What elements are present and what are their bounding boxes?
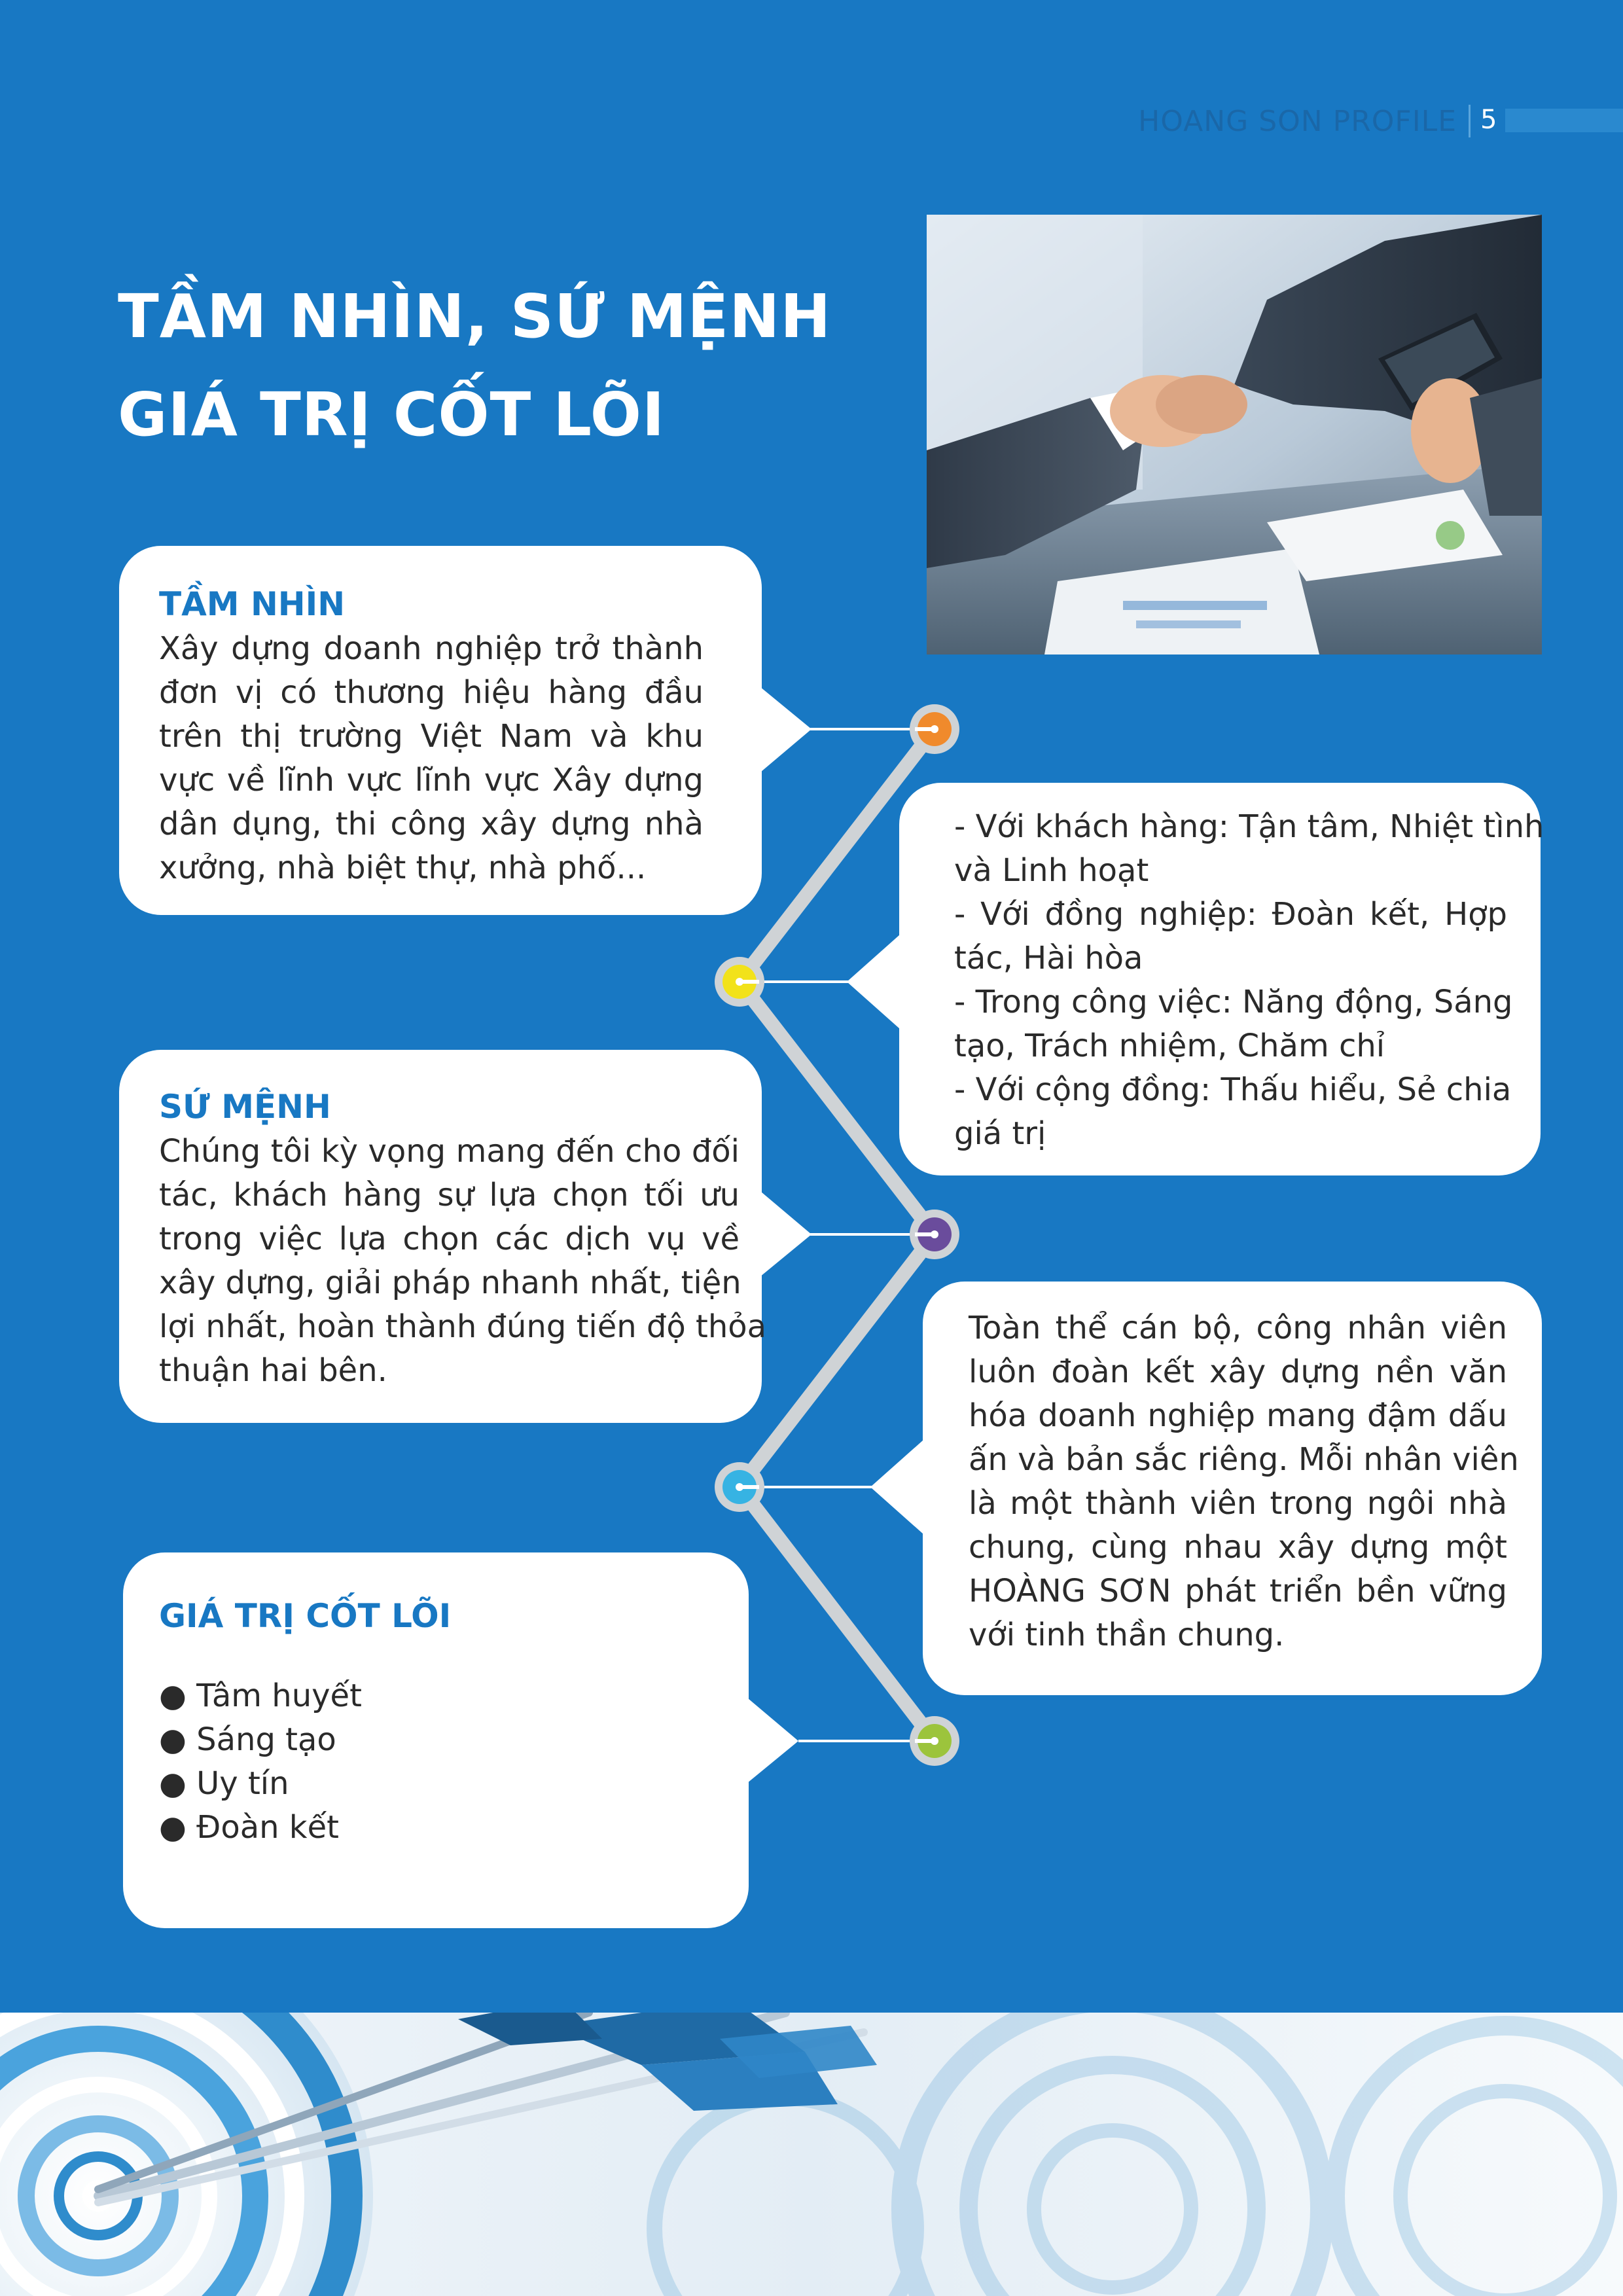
core-value-item: ● Sáng tạo bbox=[159, 1721, 336, 1758]
vision-line: trên thị trường Việt Nam và khu bbox=[159, 718, 704, 755]
page-number: 5 bbox=[1480, 105, 1497, 135]
vision-line: vực về lĩnh vực lĩnh vực Xây dựng bbox=[159, 762, 704, 798]
core-value-item: ● Tâm huyết bbox=[159, 1677, 362, 1714]
node-cyan-icon bbox=[713, 1461, 766, 1513]
culture-card-pointer bbox=[864, 1435, 929, 1539]
node-green-icon bbox=[908, 1715, 961, 1767]
culture-line: ấn và bản sắc riêng. Mỗi nhân viên bbox=[969, 1441, 1519, 1478]
target-arrows-image bbox=[0, 2013, 1623, 2296]
core-value-item: ● Uy tín bbox=[159, 1765, 289, 1802]
header-brand: HOANG SON PROFILE bbox=[1138, 105, 1457, 138]
vision-line: dân dụng, thi công xây dựng nhà bbox=[159, 806, 704, 842]
mission-text bbox=[159, 1130, 767, 1393]
core-values-heading: GIÁ TRỊ CỐT LÕI bbox=[159, 1597, 452, 1635]
core-values-card-pointer bbox=[740, 1691, 805, 1789]
page-title-line2: GIÁ TRỊ CỐT LÕI bbox=[118, 380, 666, 450]
vision-line: đơn vị có thương hiệu hàng đầu bbox=[159, 674, 704, 711]
page-title-line1: TẦM NHÌN, SỨ MỆNH bbox=[118, 281, 832, 351]
mission-line: trong việc lựa chọn các dịch vụ về bbox=[159, 1221, 740, 1257]
core-value-item: ● Đoàn kết bbox=[159, 1809, 339, 1846]
values-detail-text bbox=[954, 805, 1544, 1156]
culture-line: hóa doanh nghiệp mang đậm dấu bbox=[969, 1397, 1507, 1434]
vision-line: Xây dựng doanh nghiệp trở thành bbox=[159, 630, 704, 667]
values-detail-line: - Với đồng nghiệp: Đoàn kết, Hợp bbox=[954, 896, 1507, 933]
node-orange-icon bbox=[908, 703, 961, 755]
vision-card-pointer bbox=[753, 681, 818, 779]
mission-line: tác, khách hàng sự lựa chọn tối ưu bbox=[159, 1177, 740, 1213]
values-detail-line: - Với cộng đồng: Thấu hiểu, Sẻ chia bbox=[954, 1071, 1512, 1108]
culture-line: với tinh thần chung. bbox=[969, 1617, 1285, 1653]
values-detail-line: - Với khách hàng: Tận tâm, Nhiệt tình bbox=[954, 808, 1544, 845]
culture-line: Toàn thể cán bộ, công nhân viên bbox=[969, 1310, 1507, 1346]
culture-line: chung, cùng nhau xây dựng một bbox=[969, 1529, 1507, 1566]
vision-line: xưởng, nhà biệt thự, nhà phố... bbox=[159, 850, 647, 886]
culture-text bbox=[969, 1306, 1519, 1657]
vision-heading: TẦM NHÌN bbox=[159, 585, 346, 623]
mission-card-pointer bbox=[753, 1185, 818, 1283]
mission-line: lợi nhất, hoàn thành đúng tiến độ thỏa bbox=[159, 1308, 767, 1345]
values-detail-line: tạo, Trách nhiệm, Chăm chỉ bbox=[954, 1028, 1385, 1064]
node-purple-icon bbox=[908, 1208, 961, 1261]
vision-text bbox=[159, 627, 704, 890]
culture-line: HOÀNG SƠN phát triển bền vững bbox=[969, 1573, 1507, 1609]
mission-line: xây dựng, giải pháp nhanh nhất, tiện bbox=[159, 1265, 741, 1301]
values-detail-line: và Linh hoạt bbox=[954, 852, 1149, 889]
values-detail-line: - Trong công việc: Năng động, Sáng bbox=[954, 984, 1513, 1020]
mission-heading: SỨ MỆNH bbox=[159, 1088, 331, 1126]
culture-line: là một thành viên trong ngôi nhà bbox=[969, 1485, 1507, 1522]
node-yellow-icon bbox=[713, 956, 766, 1008]
values-detail-line: tác, Hài hòa bbox=[954, 940, 1143, 977]
mission-line: thuận hai bên. bbox=[159, 1352, 387, 1389]
values-detail-pointer bbox=[840, 929, 906, 1034]
mission-line: Chúng tôi kỳ vọng mang đến cho đối bbox=[159, 1133, 740, 1170]
culture-line: luôn đoàn kết xây dựng nền văn bbox=[969, 1354, 1507, 1390]
core-values-list bbox=[159, 1674, 362, 1850]
values-detail-line: giá trị bbox=[954, 1115, 1046, 1152]
